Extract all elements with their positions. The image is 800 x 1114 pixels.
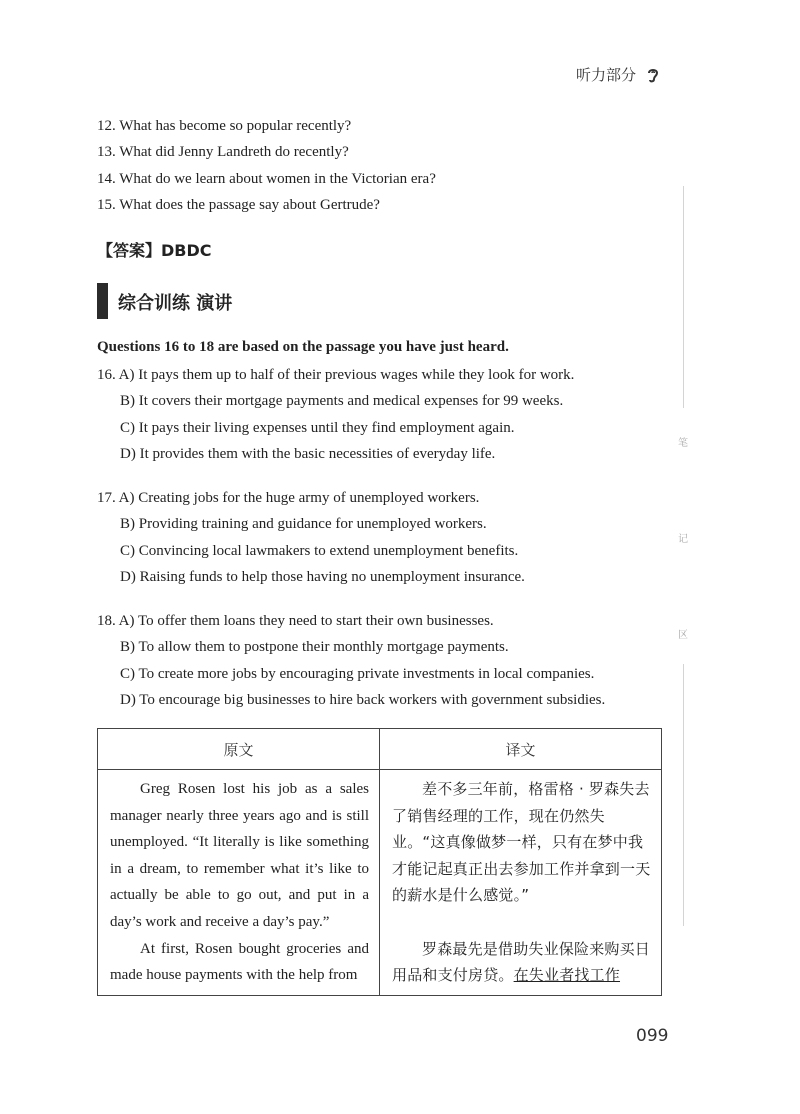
instruction: Questions 16 to 18 are based on the passage you have just heard. bbox=[97, 339, 509, 355]
notes-mark-1: 笔 bbox=[678, 438, 688, 449]
translation-paragraph-2 bbox=[392, 936, 651, 989]
notes-margin-line-lower bbox=[683, 664, 684, 926]
translation-text-cell bbox=[380, 770, 662, 996]
section-marker bbox=[97, 283, 108, 319]
q18-option-d: D) To encourage big businesses to hire back workers with government subsidies. bbox=[120, 692, 606, 708]
bilingual-table bbox=[97, 728, 662, 996]
translation-paragraph-2-text: 罗森最先是借助失业保险来购买日用品和支付房贷。 bbox=[392, 939, 651, 985]
section-label: 听力部分 bbox=[575, 66, 636, 84]
translation-underlined-text: 在失业者找工作 bbox=[513, 966, 621, 985]
question-14: 14. What do we learn about women in the Victorian era? bbox=[97, 171, 436, 187]
section-title: 综合训练 演讲 bbox=[118, 293, 233, 314]
original-text-cell bbox=[98, 770, 380, 996]
q18-option-b: B) To allow them to postpone their monthly mortgage payments. bbox=[120, 639, 509, 655]
translation-paragraph-1: 差不多三年前，格雷格 · 罗森失去了销售经理的工作，现在仍然失业。“这真像做梦一样，只有在梦中我才能记起真正出去参加工作并拿到一天的薪水是什么感觉。” bbox=[392, 780, 651, 905]
answer-key: 【答案】DBDC bbox=[97, 241, 212, 260]
page-header bbox=[576, 64, 660, 85]
notes-mark-2: 记 bbox=[678, 534, 688, 545]
q17-option-a: 17. A) Creating jobs for the huge army of unemployed workers. bbox=[97, 490, 480, 506]
q16-option-a: 16. A) It pays them up to half of their previous wages while they look for work. bbox=[97, 367, 575, 383]
notes-mark-3: 区 bbox=[678, 630, 688, 641]
q16-option-c: C) It pays their living expenses until they find employment again. bbox=[120, 420, 515, 436]
q18-option-a: 18. A) To offer them loans they need to start their own businesses. bbox=[97, 613, 494, 629]
q16-option-b: B) It covers their mortgage payments and medical expenses for 99 weeks. bbox=[120, 393, 564, 409]
page-number: 099 bbox=[636, 1026, 669, 1046]
original-paragraph-2: At first, Rosen bought groceries and made house payments with the help from bbox=[110, 940, 369, 984]
column-header-translation: 译文 bbox=[380, 729, 662, 770]
question-15: 15. What does the passage say about Gertrude? bbox=[97, 197, 380, 213]
q17-option-c: C) Convincing local lawmakers to extend unemployment benefits. bbox=[120, 543, 519, 559]
question-12: 12. What has become so popular recently? bbox=[97, 118, 352, 134]
q18-option-c: C) To create more jobs by encouraging private investments in local companies. bbox=[120, 666, 595, 682]
original-paragraph-1: Greg Rosen lost his job as a sales manager nearly three years ago and is still unemployed. “It literally is like something in a dream, to remember what it’s like to actually be able to go out, and put in a day’s work and receive a day’s pay.” bbox=[110, 781, 369, 930]
column-header-original: 原文 bbox=[98, 729, 380, 770]
question-13: 13. What did Jenny Landreth do recently? bbox=[97, 144, 349, 160]
q17-option-b: B) Providing training and guidance for unemployed workers. bbox=[120, 516, 487, 532]
ear-icon bbox=[646, 67, 660, 83]
q17-option-d: D) Raising funds to help those having no unemployment insurance. bbox=[120, 569, 525, 585]
q16-option-d: D) It provides them with the basic necessities of everyday life. bbox=[120, 446, 496, 462]
notes-margin-line bbox=[683, 186, 684, 408]
